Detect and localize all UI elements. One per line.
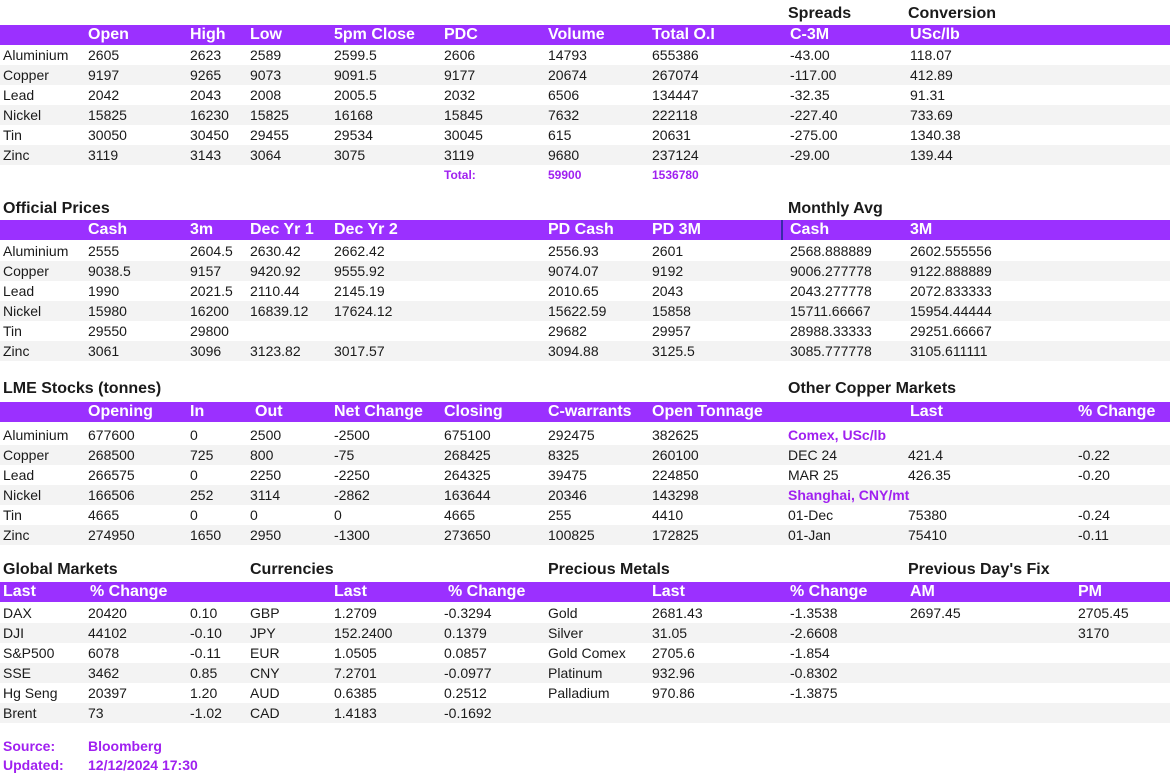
table-cell: -1.02 bbox=[190, 705, 222, 721]
table-cell: 14793 bbox=[548, 47, 587, 63]
currency-code: AUD bbox=[250, 685, 280, 701]
metal-name: Nickel bbox=[3, 303, 42, 319]
table-cell: 426.35 bbox=[908, 467, 951, 483]
table-cell: 0 bbox=[190, 467, 198, 483]
table-cell: -1300 bbox=[334, 527, 370, 543]
table-cell: 163644 bbox=[444, 487, 491, 503]
table-cell: 273650 bbox=[444, 527, 491, 543]
table-cell: 2145.19 bbox=[334, 283, 385, 299]
table-cell: 800 bbox=[250, 447, 274, 463]
table-cell: 2630.42 bbox=[250, 243, 301, 259]
metal-name: Aluminium bbox=[3, 243, 69, 259]
column-header: % Change bbox=[1078, 403, 1156, 420]
table-cell: -0.11 bbox=[1078, 527, 1109, 543]
metal-name: Nickel bbox=[3, 487, 42, 503]
column-header: Last bbox=[910, 403, 943, 420]
table-cell: -0.22 bbox=[1078, 447, 1110, 463]
table-cell: -0.1692 bbox=[444, 705, 492, 721]
table-cell: 166506 bbox=[88, 487, 135, 503]
table-cell: 2250 bbox=[250, 467, 282, 483]
table-cell: 733.69 bbox=[910, 107, 953, 123]
table-cell: 2705.6 bbox=[652, 645, 695, 661]
contract-name: 01-Dec bbox=[788, 507, 834, 523]
table-cell: 143298 bbox=[652, 487, 699, 503]
metal-name: Platinum bbox=[548, 665, 603, 681]
metal-name: Tin bbox=[3, 323, 22, 339]
table-cell: 274950 bbox=[88, 527, 135, 543]
table-cell: 0.2512 bbox=[444, 685, 487, 701]
index-name: Brent bbox=[3, 705, 37, 721]
column-header: % Change bbox=[90, 583, 168, 600]
table-cell: 2950 bbox=[250, 527, 282, 543]
table-cell: 0 bbox=[190, 427, 198, 443]
column-header: High bbox=[190, 26, 226, 43]
row-stripe bbox=[0, 445, 1170, 465]
metal-name: Gold bbox=[548, 605, 578, 621]
table-cell: 268425 bbox=[444, 447, 491, 463]
table-cell: 9420.92 bbox=[250, 263, 301, 279]
table-cell: 15825 bbox=[250, 107, 289, 123]
table-cell: 20674 bbox=[548, 67, 587, 83]
table-cell: 2555 bbox=[88, 243, 120, 259]
table-cell: 2602.555556 bbox=[910, 243, 992, 259]
table-cell: 9197 bbox=[88, 67, 120, 83]
source-label: Source: bbox=[3, 738, 56, 754]
currency-code: EUR bbox=[250, 645, 280, 661]
table-cell: 264325 bbox=[444, 467, 491, 483]
column-header: Closing bbox=[444, 403, 503, 420]
table-cell: 118.07 bbox=[910, 47, 952, 63]
table-cell: 9555.92 bbox=[334, 263, 385, 279]
conversion-title: Conversion bbox=[908, 5, 997, 22]
table-cell: 2005.5 bbox=[334, 87, 377, 103]
column-header: USc/lb bbox=[910, 26, 960, 43]
table-cell: 3143 bbox=[190, 147, 222, 163]
table-cell: 139.44 bbox=[910, 147, 953, 163]
table-cell: -43.00 bbox=[790, 47, 830, 63]
table-cell: 6506 bbox=[548, 87, 580, 103]
column-header: Cash bbox=[790, 221, 830, 238]
column-header: Opening bbox=[88, 403, 153, 420]
table-cell: 3096 bbox=[190, 343, 222, 359]
metal-name: Silver bbox=[548, 625, 584, 641]
table-cell: 16839.12 bbox=[250, 303, 309, 319]
table-cell: 28988.33333 bbox=[790, 323, 872, 339]
index-name: Hg Seng bbox=[3, 685, 58, 701]
metal-name: Copper bbox=[3, 67, 49, 83]
lme-stocks-header-bar bbox=[0, 402, 1170, 422]
table-cell: 2043.277778 bbox=[790, 283, 872, 299]
table-cell: 2606 bbox=[444, 47, 476, 63]
table-cell: 382625 bbox=[652, 427, 699, 443]
table-cell: 29550 bbox=[88, 323, 127, 339]
table-cell: 222118 bbox=[652, 107, 698, 123]
column-header: Last bbox=[3, 583, 36, 600]
table-cell: 20420 bbox=[88, 605, 127, 621]
table-cell: 30045 bbox=[444, 127, 483, 143]
column-header: % Change bbox=[448, 583, 526, 600]
total-label: Total: bbox=[444, 168, 476, 182]
table-cell: 73 bbox=[88, 705, 104, 721]
table-cell: 2043 bbox=[190, 87, 222, 103]
currency-code: GBP bbox=[250, 605, 280, 621]
table-cell: 2032 bbox=[444, 87, 476, 103]
metal-name: Gold Comex bbox=[548, 645, 626, 661]
contract-name: DEC 24 bbox=[788, 447, 838, 463]
column-header: Total O.I bbox=[652, 26, 715, 43]
table-cell: 2604.5 bbox=[190, 243, 233, 259]
table-cell: 3085.777778 bbox=[790, 343, 872, 359]
table-cell: -0.24 bbox=[1078, 507, 1110, 523]
table-cell: 0 bbox=[190, 507, 198, 523]
table-cell: 3094.88 bbox=[548, 343, 599, 359]
column-header: Last bbox=[334, 583, 367, 600]
table-cell: 75410 bbox=[908, 527, 947, 543]
row-stripe bbox=[0, 623, 1170, 643]
table-cell: -275.00 bbox=[790, 127, 838, 143]
table-cell: 152.2400 bbox=[334, 625, 393, 641]
table-cell: 9265 bbox=[190, 67, 222, 83]
table-cell: 2010.65 bbox=[548, 283, 599, 299]
table-cell: 4665 bbox=[88, 507, 120, 523]
column-header: Cash bbox=[88, 221, 128, 238]
column-header: AM bbox=[910, 583, 935, 600]
table-cell: 17624.12 bbox=[334, 303, 393, 319]
monthly-avg-divider bbox=[781, 220, 783, 240]
total-volume: 59900 bbox=[548, 168, 582, 182]
metal-name: Zinc bbox=[3, 343, 30, 359]
table-cell: 2705.45 bbox=[1078, 605, 1129, 621]
column-header: Open Tonnage bbox=[652, 403, 763, 420]
currency-code: JPY bbox=[250, 625, 276, 641]
spreads-title: Spreads bbox=[788, 5, 852, 22]
table-cell: -2.6608 bbox=[790, 625, 838, 641]
table-cell: 3123.82 bbox=[250, 343, 301, 359]
metal-name: Nickel bbox=[3, 107, 42, 123]
table-cell: -0.10 bbox=[190, 625, 222, 641]
previous-days-fix-title: Previous Day's Fix bbox=[908, 561, 1050, 578]
table-cell: 9006.277778 bbox=[790, 263, 872, 279]
source-value: Bloomberg bbox=[88, 738, 162, 754]
column-header: 3M bbox=[910, 221, 933, 238]
table-cell: 44102 bbox=[88, 625, 127, 641]
table-cell: 2697.45 bbox=[910, 605, 961, 621]
table-cell: 1.4183 bbox=[334, 705, 377, 721]
table-cell: -1.3875 bbox=[790, 685, 838, 701]
table-cell: 31.05 bbox=[652, 625, 688, 641]
table-cell: -32.35 bbox=[790, 87, 830, 103]
column-header: Open bbox=[88, 26, 129, 43]
table-cell: -2862 bbox=[334, 487, 370, 503]
table-cell: 0 bbox=[250, 507, 258, 523]
table-cell: 970.86 bbox=[652, 685, 695, 701]
row-stripe bbox=[0, 105, 1170, 125]
table-cell: 29800 bbox=[190, 323, 229, 339]
table-cell: 15858 bbox=[652, 303, 691, 319]
table-cell: 237124 bbox=[652, 147, 699, 163]
metal-name: Copper bbox=[3, 263, 49, 279]
table-cell: 29682 bbox=[548, 323, 587, 339]
row-stripe bbox=[0, 145, 1170, 165]
table-cell: 3170 bbox=[1078, 625, 1110, 641]
column-header: Dec Yr 1 bbox=[250, 221, 314, 238]
table-cell: 75380 bbox=[908, 507, 947, 523]
currency-code: CNY bbox=[250, 665, 280, 681]
table-cell: 100825 bbox=[548, 527, 595, 543]
table-cell: 2568.888889 bbox=[790, 243, 872, 259]
table-cell: 2500 bbox=[250, 427, 282, 443]
table-cell: 2042 bbox=[88, 87, 120, 103]
table-cell: -0.20 bbox=[1078, 467, 1110, 483]
table-cell: 9157 bbox=[190, 263, 222, 279]
table-cell: 2556.93 bbox=[548, 243, 599, 259]
metal-name: Lead bbox=[3, 283, 35, 299]
table-cell: 2589 bbox=[250, 47, 282, 63]
index-name: DAX bbox=[3, 605, 32, 621]
column-header: In bbox=[190, 403, 205, 420]
global-markets-header-bar bbox=[0, 582, 1170, 602]
updated-value: 12/12/2024 17:30 bbox=[88, 757, 198, 773]
table-cell: 292475 bbox=[548, 427, 595, 443]
column-header: Out bbox=[255, 403, 283, 420]
table-cell: 2072.833333 bbox=[910, 283, 992, 299]
table-cell: 134447 bbox=[652, 87, 699, 103]
table-cell: 29534 bbox=[334, 127, 373, 143]
table-cell: -0.3294 bbox=[444, 605, 492, 621]
table-cell: 252 bbox=[190, 487, 214, 503]
column-header: PM bbox=[1078, 583, 1102, 600]
table-cell: 0.1379 bbox=[444, 625, 487, 641]
table-cell: 2681.43 bbox=[652, 605, 703, 621]
currencies-title: Currencies bbox=[250, 561, 334, 578]
metal-name: Lead bbox=[3, 87, 35, 103]
table-cell: 91.31 bbox=[910, 87, 946, 103]
table-cell: 15845 bbox=[444, 107, 483, 123]
table-cell: 2599.5 bbox=[334, 47, 377, 63]
table-cell: 30050 bbox=[88, 127, 127, 143]
table-cell: 224850 bbox=[652, 467, 699, 483]
table-cell: 9680 bbox=[548, 147, 580, 163]
column-header: C-3M bbox=[790, 26, 830, 43]
table-cell: 16200 bbox=[190, 303, 229, 319]
table-cell: 2605 bbox=[88, 47, 120, 63]
index-name: SSE bbox=[3, 665, 32, 681]
index-name: DJI bbox=[3, 625, 24, 641]
table-cell: 29455 bbox=[250, 127, 289, 143]
contract-name: MAR 25 bbox=[788, 467, 839, 483]
table-cell: 20631 bbox=[652, 127, 691, 143]
table-cell: 675100 bbox=[444, 427, 491, 443]
metal-name: Aluminium bbox=[3, 427, 69, 443]
table-cell: 9122.888889 bbox=[910, 263, 992, 279]
table-cell: 1990 bbox=[88, 283, 120, 299]
currency-code: CAD bbox=[250, 705, 280, 721]
table-cell: 3114 bbox=[250, 487, 281, 503]
table-cell: 15711.66667 bbox=[790, 303, 871, 319]
table-cell: 260100 bbox=[652, 447, 699, 463]
table-cell: -117.00 bbox=[790, 67, 837, 83]
table-cell: 932.96 bbox=[652, 665, 695, 681]
column-header: 3m bbox=[190, 221, 214, 238]
table-cell: 29957 bbox=[652, 323, 691, 339]
column-header: Dec Yr 2 bbox=[334, 221, 398, 238]
lme-stocks-title: LME Stocks (tonnes) bbox=[3, 380, 162, 397]
table-cell: 0.10 bbox=[190, 605, 218, 621]
table-cell: 9091.5 bbox=[334, 67, 377, 83]
table-cell: 725 bbox=[190, 447, 214, 463]
table-cell: 7.2701 bbox=[334, 665, 377, 681]
table-cell: 412.89 bbox=[910, 67, 953, 83]
table-cell: 3064 bbox=[250, 147, 282, 163]
table-cell: 2662.42 bbox=[334, 243, 385, 259]
table-cell: 0.0857 bbox=[444, 645, 487, 661]
table-cell: 4410 bbox=[652, 507, 684, 523]
other-copper-markets-title: Other Copper Markets bbox=[788, 380, 957, 397]
table-cell: 2021.5 bbox=[190, 283, 233, 299]
precious-metals-title: Precious Metals bbox=[548, 561, 670, 578]
table-cell: 3119 bbox=[444, 147, 475, 163]
monthly-avg-title: Monthly Avg bbox=[788, 200, 883, 217]
table-cell: 0.6385 bbox=[334, 685, 377, 701]
table-cell: 9192 bbox=[652, 263, 684, 279]
metal-name: Zinc bbox=[3, 527, 30, 543]
table-cell: 1650 bbox=[190, 527, 222, 543]
table-cell: -29.00 bbox=[790, 147, 830, 163]
table-cell: 4665 bbox=[444, 507, 476, 523]
table-cell: 3125.5 bbox=[652, 343, 695, 359]
table-cell: 1340.38 bbox=[910, 127, 961, 143]
table-cell: 266575 bbox=[88, 467, 135, 483]
table-cell: 3075 bbox=[334, 147, 366, 163]
table-cell: 615 bbox=[548, 127, 572, 143]
table-cell: 15954.44444 bbox=[910, 303, 992, 319]
table-cell: 2008 bbox=[250, 87, 282, 103]
table-cell: -227.40 bbox=[790, 107, 838, 123]
market-group-label: Comex, USc/lb bbox=[788, 427, 887, 443]
table-cell: 9177 bbox=[444, 67, 476, 83]
table-cell: 15622.59 bbox=[548, 303, 607, 319]
table-cell: 267074 bbox=[652, 67, 699, 83]
table-cell: 3119 bbox=[88, 147, 119, 163]
column-header: Volume bbox=[548, 26, 605, 43]
metal-name: Tin bbox=[3, 127, 22, 143]
table-cell: 6078 bbox=[88, 645, 120, 661]
table-cell: 3017.57 bbox=[334, 343, 385, 359]
table-cell: 3105.611111 bbox=[910, 343, 988, 359]
table-cell: -0.11 bbox=[190, 645, 221, 661]
table-cell: 2623 bbox=[190, 47, 222, 63]
table-cell: 9073 bbox=[250, 67, 282, 83]
table-cell: -2500 bbox=[334, 427, 370, 443]
table-cell: 3061 bbox=[88, 343, 120, 359]
column-header: PD Cash bbox=[548, 221, 614, 238]
table-cell: 268500 bbox=[88, 447, 135, 463]
column-header: Low bbox=[250, 26, 282, 43]
metal-name: Aluminium bbox=[3, 47, 69, 63]
table-cell: -75 bbox=[334, 447, 355, 463]
table-cell: 0.85 bbox=[190, 665, 218, 681]
table-cell: 15980 bbox=[88, 303, 127, 319]
table-cell: -2250 bbox=[334, 467, 370, 483]
table-cell: 1.2709 bbox=[334, 605, 377, 621]
table-cell: 8325 bbox=[548, 447, 580, 463]
global-markets-title: Global Markets bbox=[3, 561, 118, 578]
table-cell: 677600 bbox=[88, 427, 135, 443]
table-cell: 2110.44 bbox=[250, 283, 300, 299]
official-prices-title: Official Prices bbox=[3, 200, 110, 217]
table-cell: -0.8302 bbox=[790, 665, 838, 681]
table-cell: 2043 bbox=[652, 283, 684, 299]
column-header: Last bbox=[652, 583, 685, 600]
table-cell: 421.4 bbox=[908, 447, 944, 463]
metal-name: Zinc bbox=[3, 147, 30, 163]
table-cell: 16168 bbox=[334, 107, 373, 123]
table-cell: 9074.07 bbox=[548, 263, 599, 279]
table-cell: 20346 bbox=[548, 487, 587, 503]
table-cell: 16230 bbox=[190, 107, 229, 123]
column-header: PD 3M bbox=[652, 221, 701, 238]
table-cell: 3462 bbox=[88, 665, 120, 681]
table-cell: 20397 bbox=[88, 685, 127, 701]
table-cell: -1.3538 bbox=[790, 605, 838, 621]
row-stripe bbox=[0, 703, 1170, 723]
table-cell: 1.20 bbox=[190, 685, 218, 701]
metal-name: Tin bbox=[3, 507, 22, 523]
index-name: S&P500 bbox=[3, 645, 55, 661]
table-cell: 30450 bbox=[190, 127, 229, 143]
table-cell: 9038.5 bbox=[88, 263, 131, 279]
column-header: PDC bbox=[444, 26, 478, 43]
column-header: C-warrants bbox=[548, 403, 632, 420]
table-cell: 29251.66667 bbox=[910, 323, 992, 339]
contract-name: 01-Jan bbox=[788, 527, 831, 543]
table-cell: 172825 bbox=[652, 527, 699, 543]
total-open-interest: 1536780 bbox=[652, 168, 699, 182]
table-cell: 655386 bbox=[652, 47, 699, 63]
table-cell: -0.0977 bbox=[444, 665, 492, 681]
table-cell: 15825 bbox=[88, 107, 127, 123]
metal-name: Lead bbox=[3, 467, 35, 483]
updated-label: Updated: bbox=[3, 757, 64, 773]
metal-name: Copper bbox=[3, 447, 49, 463]
table-cell: 2601 bbox=[652, 243, 684, 259]
market-header-bar bbox=[0, 25, 1170, 45]
metal-name: Palladium bbox=[548, 685, 610, 701]
table-cell: 255 bbox=[548, 507, 572, 523]
table-cell: 1.0505 bbox=[334, 645, 377, 661]
column-header: Net Change bbox=[334, 403, 423, 420]
table-cell: 7632 bbox=[548, 107, 580, 123]
column-header: 5pm Close bbox=[334, 26, 415, 43]
table-cell: 39475 bbox=[548, 467, 587, 483]
table-cell: 0 bbox=[334, 507, 342, 523]
table-cell: -1.854 bbox=[790, 645, 830, 661]
official-prices-header-bar bbox=[0, 220, 1170, 240]
market-group-label: Shanghai, CNY/mt bbox=[788, 487, 910, 503]
column-header: % Change bbox=[790, 583, 868, 600]
